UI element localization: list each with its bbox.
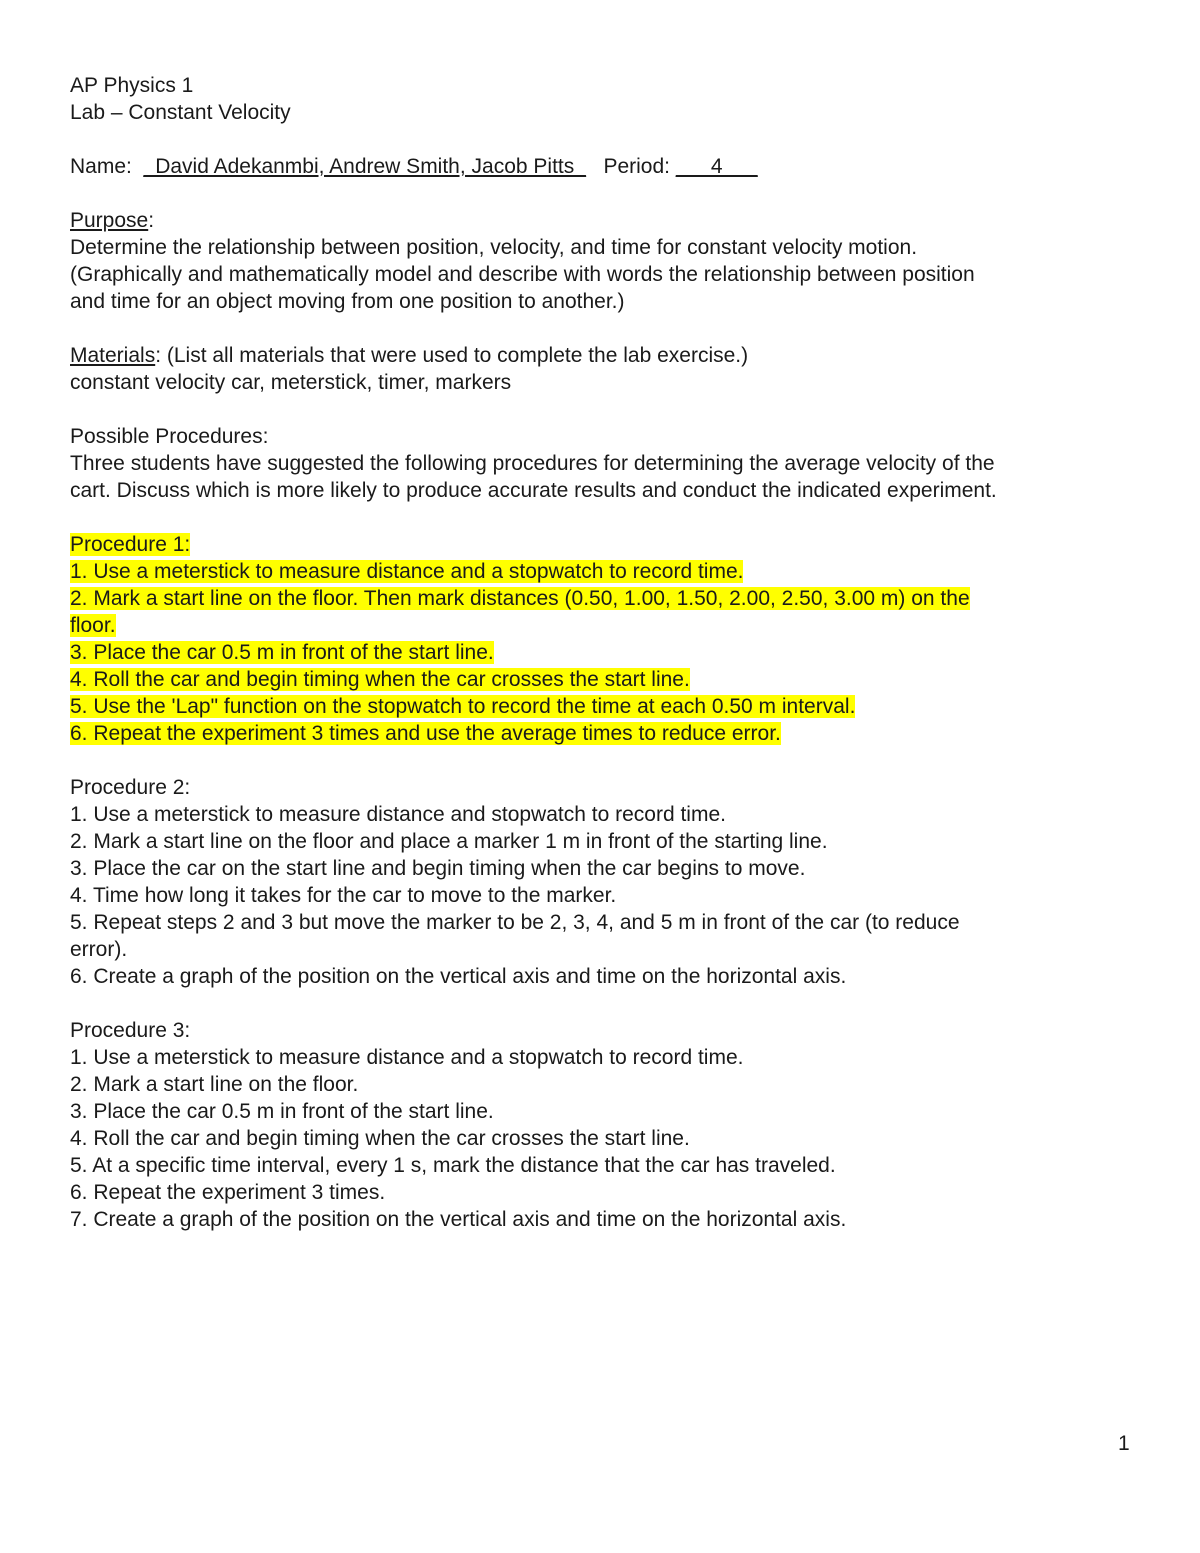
spacer	[70, 315, 1140, 342]
procedure-3-step: 5. At a specific time interval, every 1 s, mark the distance that the car has traveled.	[70, 1154, 836, 1177]
materials-heading: Materials	[70, 344, 156, 367]
procedure-2-title: Procedure 2:	[70, 776, 191, 799]
document-body	[70, 72, 1140, 1233]
possible-procedures-line: cart. Discuss which is more likely to produce accurate results and conduct the indicated experiment.	[70, 479, 997, 502]
procedure-1-title: Procedure 1:	[70, 533, 191, 556]
procedure-1-step: 5. Use the 'Lap" function on the stopwatch to record the time at each 0.50 m interval.	[70, 695, 856, 718]
period-label: Period:	[603, 155, 670, 178]
name-label: Name:	[70, 155, 132, 178]
procedure-1-step: 1. Use a meterstick to measure distance and a stopwatch to record time.	[70, 560, 744, 583]
procedure-2-step: 3. Place the car on the start line and begin timing when the car begins to move.	[70, 857, 806, 880]
procedure-3-step: 2. Mark a start line on the floor.	[70, 1073, 359, 1096]
spacer	[70, 990, 1140, 1017]
purpose-heading: Purpose	[70, 209, 149, 232]
possible-procedures-line: Three students have suggested the following procedures for determining the average velocity of the	[70, 452, 995, 475]
spacer	[70, 126, 1140, 153]
materials-heading-row	[70, 342, 1140, 369]
materials-list: constant velocity car, meterstick, timer, markers	[70, 371, 512, 394]
procedure-2-step: error).	[70, 938, 128, 961]
purpose-heading-row	[70, 207, 1140, 234]
procedure-3-step: 6. Repeat the experiment 3 times.	[70, 1181, 386, 1204]
course-title: AP Physics 1	[70, 74, 194, 97]
purpose-colon: :	[148, 209, 155, 232]
spacer	[70, 747, 1140, 774]
procedure-2-step: 1. Use a meterstick to measure distance and stopwatch to record time.	[70, 803, 726, 826]
possible-procedures-heading: Possible Procedures:	[70, 425, 269, 448]
page-number: 1	[1118, 1432, 1130, 1455]
materials-instruction: : (List all materials that were used to complete the lab exercise.)	[155, 344, 749, 367]
procedure-2-step: 6. Create a graph of the position on the vertical axis and time on the horizontal axis.	[70, 965, 847, 988]
purpose-line: and time for an object moving from one position to another.)	[70, 290, 625, 313]
procedure-3-step: 1. Use a meterstick to measure distance and a stopwatch to record time.	[70, 1046, 744, 1069]
procedure-1-step: floor.	[70, 614, 116, 637]
procedure-2	[70, 774, 1140, 990]
lab-title: Lab – Constant Velocity	[70, 101, 291, 124]
name-value: _David Adekanmbi, Andrew Smith, Jacob Pitts_	[143, 155, 586, 178]
procedure-3-step: 3. Place the car 0.5 m in front of the start line.	[70, 1100, 494, 1123]
procedure-2-step: 4. Time how long it takes for the car to move to the marker.	[70, 884, 617, 907]
spacer	[70, 180, 1140, 207]
procedure-3	[70, 1017, 1140, 1233]
procedure-3-step: 7. Create a graph of the position on the vertical axis and time on the horizontal axis.	[70, 1208, 847, 1231]
purpose-line: Determine the relationship between position, velocity, and time for constant velocity motion.	[70, 236, 918, 259]
procedure-1	[70, 531, 1140, 747]
procedure-1-step: 3. Place the car 0.5 m in front of the start line.	[70, 641, 494, 664]
procedure-1-step: 2. Mark a start line on the floor. Then mark distances (0.50, 1.00, 1.50, 2.00, 2.50, 3.00 m) on the	[70, 587, 970, 610]
name-period-row	[70, 153, 1140, 180]
purpose-line: (Graphically and mathematically model and describe with words the relationship between position	[70, 263, 975, 286]
period-value: ___4___	[675, 155, 758, 178]
procedure-1-step: 4. Roll the car and begin timing when the car crosses the start line.	[70, 668, 690, 691]
procedure-3-title: Procedure 3:	[70, 1019, 191, 1042]
procedure-1-step: 6. Repeat the experiment 3 times and use the average times to reduce error.	[70, 722, 781, 745]
procedure-3-step: 4. Roll the car and begin timing when the car crosses the start line.	[70, 1127, 690, 1150]
spacer	[70, 396, 1140, 423]
spacer	[70, 504, 1140, 531]
procedure-2-step: 5. Repeat steps 2 and 3 but move the marker to be 2, 3, 4, and 5 m in front of the car (to reduce	[70, 911, 960, 934]
procedure-2-step: 2. Mark a start line on the floor and place a marker 1 m in front of the starting line.	[70, 830, 828, 853]
